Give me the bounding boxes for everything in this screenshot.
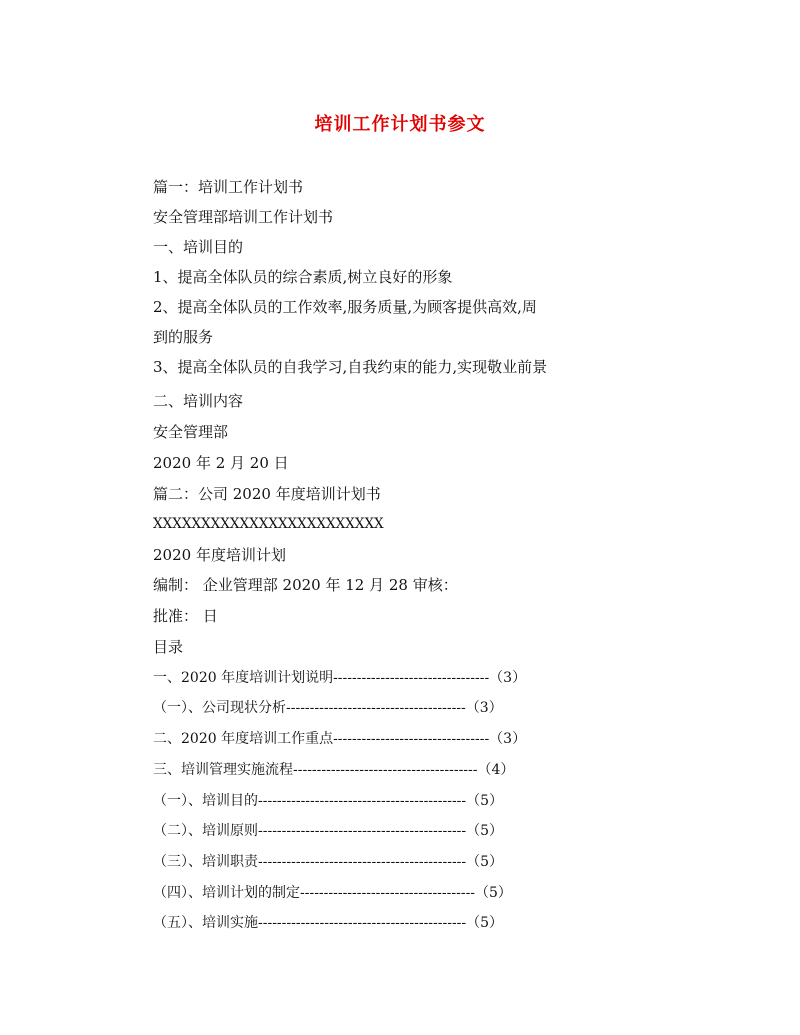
paragraph: 安全管理部培训工作计划书: [153, 208, 334, 226]
paragraph: XXXXXXXXXXXXXXXXXXXXXXXX: [153, 516, 384, 532]
paragraph: 到的服务: [153, 328, 214, 346]
paragraph: 2020 年 2 月 20 日: [153, 454, 289, 472]
paragraph: 篇一：培训工作计划书: [153, 178, 304, 196]
toc-heading: 目录: [153, 638, 184, 656]
paragraph: 一、培训目的: [153, 238, 244, 256]
toc-entry: （四）、培训计划的制定-------------------------------------（5）: [153, 885, 512, 901]
paragraph: 安全管理部: [153, 423, 229, 441]
paragraph: 2、提高全体队员的工作效率,服务质量,为顾客提供高效,周: [153, 298, 537, 316]
toc-entry: （五）、培训实施--------------------------------------------（5）: [153, 915, 504, 931]
paragraph: 批准： 日: [153, 607, 218, 625]
paragraph: 二、培训内容: [153, 392, 244, 410]
paragraph: 2020 年度培训计划: [153, 546, 286, 564]
paragraph: 3、提高全体队员的自我学习,自我约束的能力,实现敬业前景: [153, 358, 548, 376]
toc-entry: （一）、培训目的--------------------------------------------（5）: [153, 793, 504, 809]
toc-entry: （三）、培训职责--------------------------------------------（5）: [153, 854, 504, 870]
paragraph: 篇二：公司 2020 年度培训计划书: [153, 485, 381, 503]
toc-entry: 一、2020 年度培训计划说明---------------------------------（3）: [153, 670, 527, 686]
toc-entry: 二、2020 年度培训工作重点---------------------------------（3）: [153, 731, 527, 747]
paragraph: 1、提高全体队员的综合素质,树立良好的形象: [153, 268, 453, 286]
toc-entry: （一）、公司现状分析--------------------------------------（3）: [153, 700, 503, 716]
toc-entry: 三、培训管理实施流程---------------------------------------（4）: [153, 762, 515, 778]
toc-entry: （二）、培训原则--------------------------------------------（5）: [153, 823, 504, 839]
document-title: 培训工作计划书参文: [314, 114, 486, 135]
paragraph: 编制： 企业管理部 2020 年 12 月 28 审核：: [153, 576, 458, 594]
